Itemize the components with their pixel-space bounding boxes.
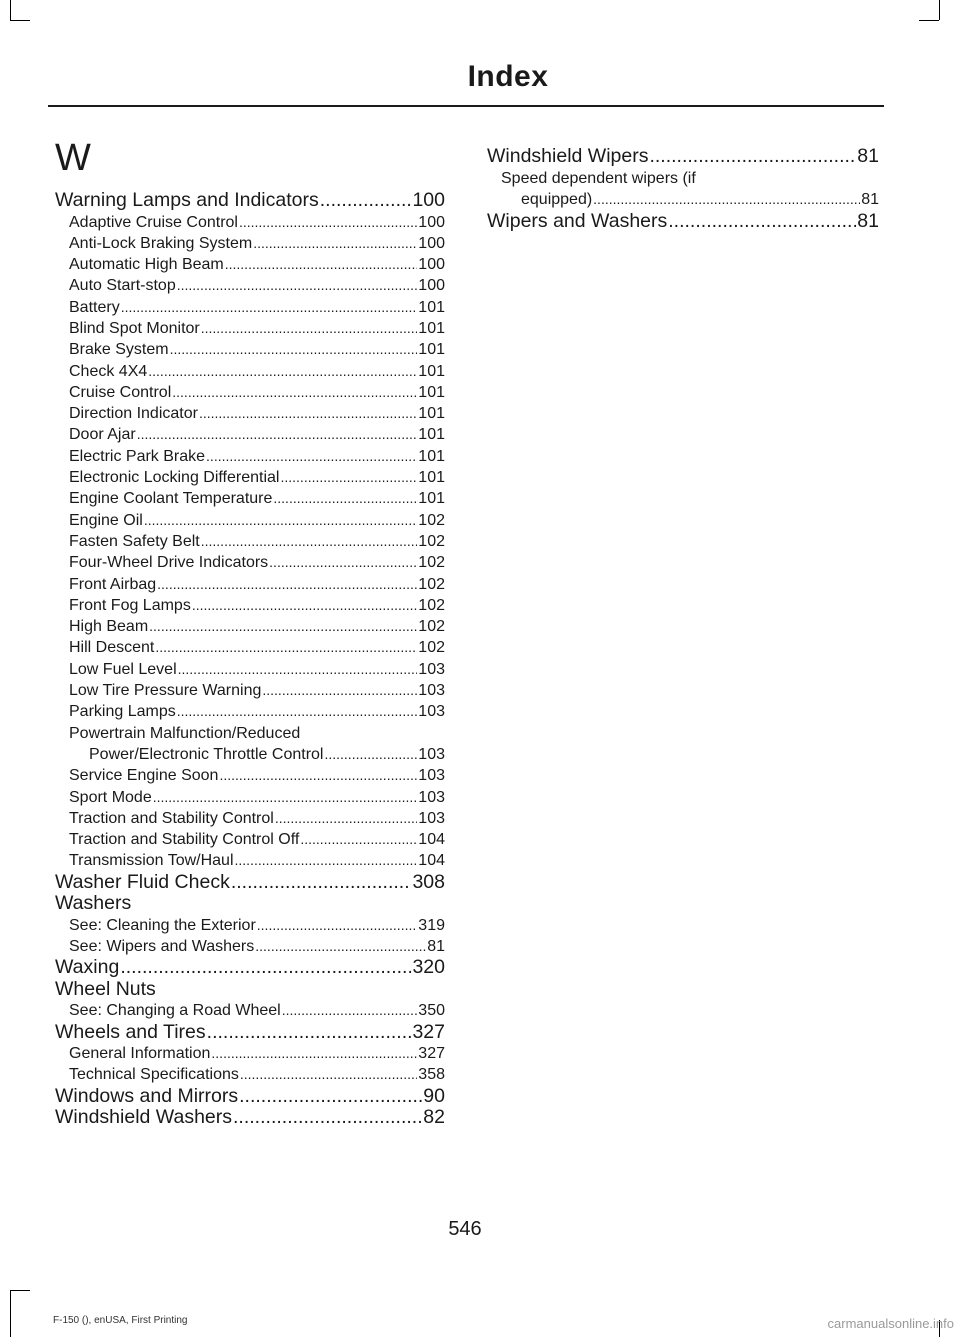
dot-leader: [231, 872, 412, 894]
entry-text: Windows and Mirrors: [55, 1084, 239, 1107]
dot-leader: [233, 1107, 422, 1129]
index-subentry: [55, 467, 445, 488]
index-entry: [55, 872, 445, 894]
dot-leader: [593, 189, 860, 211]
entry-page: 102: [418, 554, 445, 572]
dot-leader: [225, 254, 418, 275]
entry-page: 101: [418, 383, 445, 401]
header-divider: [48, 105, 884, 107]
index-entry: [55, 190, 445, 212]
index-column-right: [487, 146, 879, 232]
entry-page: 308: [412, 870, 445, 893]
entry-page: 101: [418, 298, 445, 316]
crop-mark-bottom-left-h: [10, 1290, 30, 1291]
entry-page: 101: [418, 319, 445, 337]
index-subentry: [55, 637, 445, 658]
crop-mark-top-right-h: [919, 20, 939, 21]
index-subentry: [55, 723, 445, 744]
dot-leader: [206, 446, 417, 467]
entry-page: 103: [418, 767, 445, 785]
index-subentry: [55, 424, 445, 445]
page-title: Index: [467, 60, 549, 93]
index-subentry: [55, 659, 445, 680]
entry-page: 101: [418, 341, 445, 359]
entry-page: 103: [418, 788, 445, 806]
entry-page: 100: [418, 234, 445, 252]
index-subentry: [55, 361, 445, 382]
dot-leader: [157, 574, 417, 595]
dot-leader: [207, 1022, 412, 1044]
dot-leader: [121, 297, 418, 318]
index-subentry: [55, 318, 445, 339]
entry-text: General Information: [69, 1045, 211, 1063]
dot-leader: [300, 829, 417, 850]
dot-leader: [177, 701, 418, 722]
entry-page: 327: [418, 1045, 445, 1063]
entry-page: 102: [418, 639, 445, 657]
entry-text: Four-Wheel Drive Indicators: [69, 554, 269, 572]
index-subentry: [55, 829, 445, 850]
entry-text: Powertrain Malfunction/Reduced: [69, 724, 301, 742]
dot-leader: [282, 1000, 418, 1021]
entry-text: Fasten Safety Belt: [69, 532, 200, 550]
entry-page: 100: [418, 277, 445, 295]
index-subentry: [55, 765, 445, 786]
entry-text: Direction Indicator: [69, 405, 198, 423]
dot-leader: [144, 510, 417, 531]
index-subentry: [55, 488, 445, 509]
entry-page: 104: [418, 831, 445, 849]
entry-text: Front Fog Lamps: [69, 596, 191, 614]
dot-leader: [148, 361, 417, 382]
entry-text: Blind Spot Monitor: [69, 319, 200, 337]
watermark: carmanualsonline.info: [827, 1316, 954, 1331]
entry-text: Traction and Stability Control Off: [69, 831, 300, 849]
index-subentry: [55, 680, 445, 701]
entry-text: Waxing: [55, 956, 120, 979]
entry-text: Sport Mode: [69, 788, 152, 806]
entry-text: Windshield Wipers: [487, 145, 649, 167]
index-subentry: [55, 1000, 445, 1021]
dot-leader: [275, 808, 417, 829]
index-subentry: [55, 850, 445, 871]
entry-text: Wheel Nuts: [55, 977, 156, 1000]
entry-text: See: Cleaning the Exterior: [69, 916, 256, 934]
crop-mark-top-left-h: [10, 20, 30, 21]
dot-leader: [668, 211, 856, 233]
entry-text: See: Wipers and Washers: [69, 938, 255, 955]
entry-text-continuation: equipped): [521, 191, 593, 208]
entry-page: 104: [418, 852, 445, 870]
index-subentry: [55, 787, 445, 808]
entry-text: See: Changing a Road Wheel: [69, 1002, 281, 1020]
entry-text: Traction and Stability Control: [69, 809, 274, 827]
index-subentry: [55, 531, 445, 552]
dot-leader: [273, 488, 417, 509]
dot-leader: [153, 787, 418, 808]
entry-page: 81: [857, 145, 879, 167]
entry-page: 82: [423, 1106, 445, 1129]
entry-page: 103: [418, 682, 445, 700]
index-entry: [55, 979, 445, 1001]
entry-text-continuation: Power/Electronic Throttle Control: [89, 745, 324, 763]
entry-page: 81: [861, 191, 879, 208]
entry-page: 100: [418, 213, 445, 231]
entry-text: Cruise Control: [69, 383, 172, 401]
entry-page: 327: [412, 1020, 445, 1043]
entry-page: 102: [418, 511, 445, 529]
entry-page: 358: [418, 1066, 445, 1084]
entry-text: Windshield Washers: [55, 1106, 233, 1129]
index-subentry: [55, 403, 445, 424]
dot-leader: [178, 659, 418, 680]
dot-leader: [239, 1086, 422, 1108]
index-entry: [55, 957, 445, 979]
entry-text: Washers: [55, 892, 132, 915]
dot-leader: [149, 616, 417, 637]
entry-text: Transmission Tow/Haul: [69, 852, 234, 870]
index-subentry: [55, 595, 445, 616]
index-subentry-continuation: [487, 189, 879, 211]
entry-page: 101: [418, 490, 445, 508]
dot-leader: [255, 936, 426, 957]
index-subentry: [55, 616, 445, 637]
dot-leader: [235, 850, 418, 871]
entry-page: 319: [418, 916, 445, 934]
edition-footer: F-150 (), enUSA, First Printing: [53, 1315, 188, 1326]
entry-page: 350: [418, 1002, 445, 1020]
entry-text: Low Tire Pressure Warning: [69, 682, 262, 700]
dot-leader: [170, 339, 418, 360]
index-subentry: [55, 1043, 445, 1064]
index-subentry: [55, 936, 445, 957]
index-subentry: [487, 168, 879, 190]
entry-text: Wheels and Tires: [55, 1020, 206, 1043]
entry-page: 103: [418, 660, 445, 678]
dot-leader: [211, 1043, 417, 1064]
index-subentry: [55, 701, 445, 722]
entry-text: Hill Descent: [69, 639, 155, 657]
entry-text: Adaptive Cruise Control: [69, 213, 238, 231]
index-entry: [487, 211, 879, 233]
index-subentry: [55, 510, 445, 531]
entry-page: 101: [418, 405, 445, 423]
entry-text: Door Ajar: [69, 426, 136, 444]
entry-text: Anti-Lock Braking System: [69, 234, 253, 252]
crop-mark-top-right-v: [939, 0, 940, 20]
index-subentry: [55, 915, 445, 936]
index-entries-left: [55, 190, 445, 1129]
index-subentry: [55, 1064, 445, 1085]
index-subentry: [55, 254, 445, 275]
dot-leader: [262, 680, 417, 701]
index-subentry: [55, 552, 445, 573]
entry-page: 102: [418, 575, 445, 593]
index-subentry: [55, 275, 445, 296]
entry-text: Engine Coolant Temperature: [69, 490, 273, 508]
entry-text: Low Fuel Level: [69, 660, 177, 678]
entry-text: Technical Specifications: [69, 1066, 239, 1084]
page-number: 546: [448, 1218, 482, 1240]
index-subentry: [55, 808, 445, 829]
entry-page: 103: [418, 703, 445, 721]
crop-mark-top-left-v: [10, 0, 11, 20]
dot-leader: [137, 424, 418, 445]
dot-leader: [155, 637, 417, 658]
dot-leader: [199, 403, 417, 424]
entry-text: High Beam: [69, 618, 149, 636]
index-subentry-continuation: [55, 744, 445, 765]
dot-leader: [324, 744, 417, 765]
entry-page: 320: [412, 956, 445, 979]
section-letter: W: [55, 137, 91, 179]
dot-leader: [649, 146, 856, 168]
entry-text: Washer Fluid Check: [55, 870, 230, 893]
dot-leader: [219, 765, 417, 786]
entry-text: Engine Oil: [69, 511, 143, 529]
entry-text: Electric Park Brake: [69, 447, 206, 465]
dot-leader: [280, 467, 417, 488]
index-entry: [55, 893, 445, 915]
index-entry: [55, 1022, 445, 1044]
entry-text: Check 4X4: [69, 362, 148, 380]
entry-page: 90: [423, 1084, 445, 1107]
entry-page: 102: [418, 596, 445, 614]
index-entry: [487, 146, 879, 168]
entry-text: Electronic Locking Differential: [69, 469, 280, 487]
entry-page: 102: [418, 618, 445, 636]
index-subentry: [55, 446, 445, 467]
crop-mark-bottom-left-v: [10, 1290, 11, 1337]
entry-text: Service Engine Soon: [69, 767, 219, 785]
entry-page: 101: [418, 447, 445, 465]
entry-text: Speed dependent wipers (if: [501, 169, 696, 187]
dot-leader: [172, 382, 417, 403]
entry-page: 103: [418, 809, 445, 827]
dot-leader: [269, 552, 417, 573]
index-entries-right: [487, 146, 879, 232]
entry-page: 100: [412, 189, 445, 211]
entry-text: Automatic High Beam: [69, 256, 224, 274]
dot-leader: [320, 190, 412, 212]
dot-leader: [253, 233, 417, 254]
index-subentry: [55, 297, 445, 318]
entry-page: 81: [857, 209, 879, 232]
entry-text: Auto Start-stop: [69, 277, 176, 295]
entry-text: Brake System: [69, 341, 169, 359]
index-subentry: [55, 574, 445, 595]
dot-leader: [257, 915, 418, 936]
entry-text: Battery: [69, 298, 120, 316]
index-subentry: [55, 233, 445, 254]
index-subentry: [55, 212, 445, 233]
dot-leader: [201, 318, 418, 339]
entry-page: 102: [418, 532, 445, 550]
entry-page: 101: [418, 362, 445, 380]
dot-leader: [239, 212, 417, 233]
dot-leader: [120, 957, 411, 979]
entry-text: Parking Lamps: [69, 703, 176, 721]
dot-leader: [177, 275, 418, 296]
index-column-left: [55, 136, 445, 1129]
entry-text: Warning Lamps and Indicators: [55, 189, 319, 211]
index-entry: [55, 1086, 445, 1108]
entry-page: 101: [418, 426, 445, 444]
entry-page: 100: [418, 256, 445, 274]
dot-leader: [201, 531, 418, 552]
dot-leader: [240, 1064, 417, 1085]
dot-leader: [192, 595, 417, 616]
entry-page: 101: [418, 469, 445, 487]
index-subentry: [55, 339, 445, 360]
entry-page: 103: [418, 745, 445, 763]
index-subentry: [55, 382, 445, 403]
entry-text: Front Airbag: [69, 575, 157, 593]
entry-text: Wipers and Washers: [487, 209, 668, 232]
index-entry: [55, 1107, 445, 1129]
entry-page: 81: [427, 938, 445, 955]
